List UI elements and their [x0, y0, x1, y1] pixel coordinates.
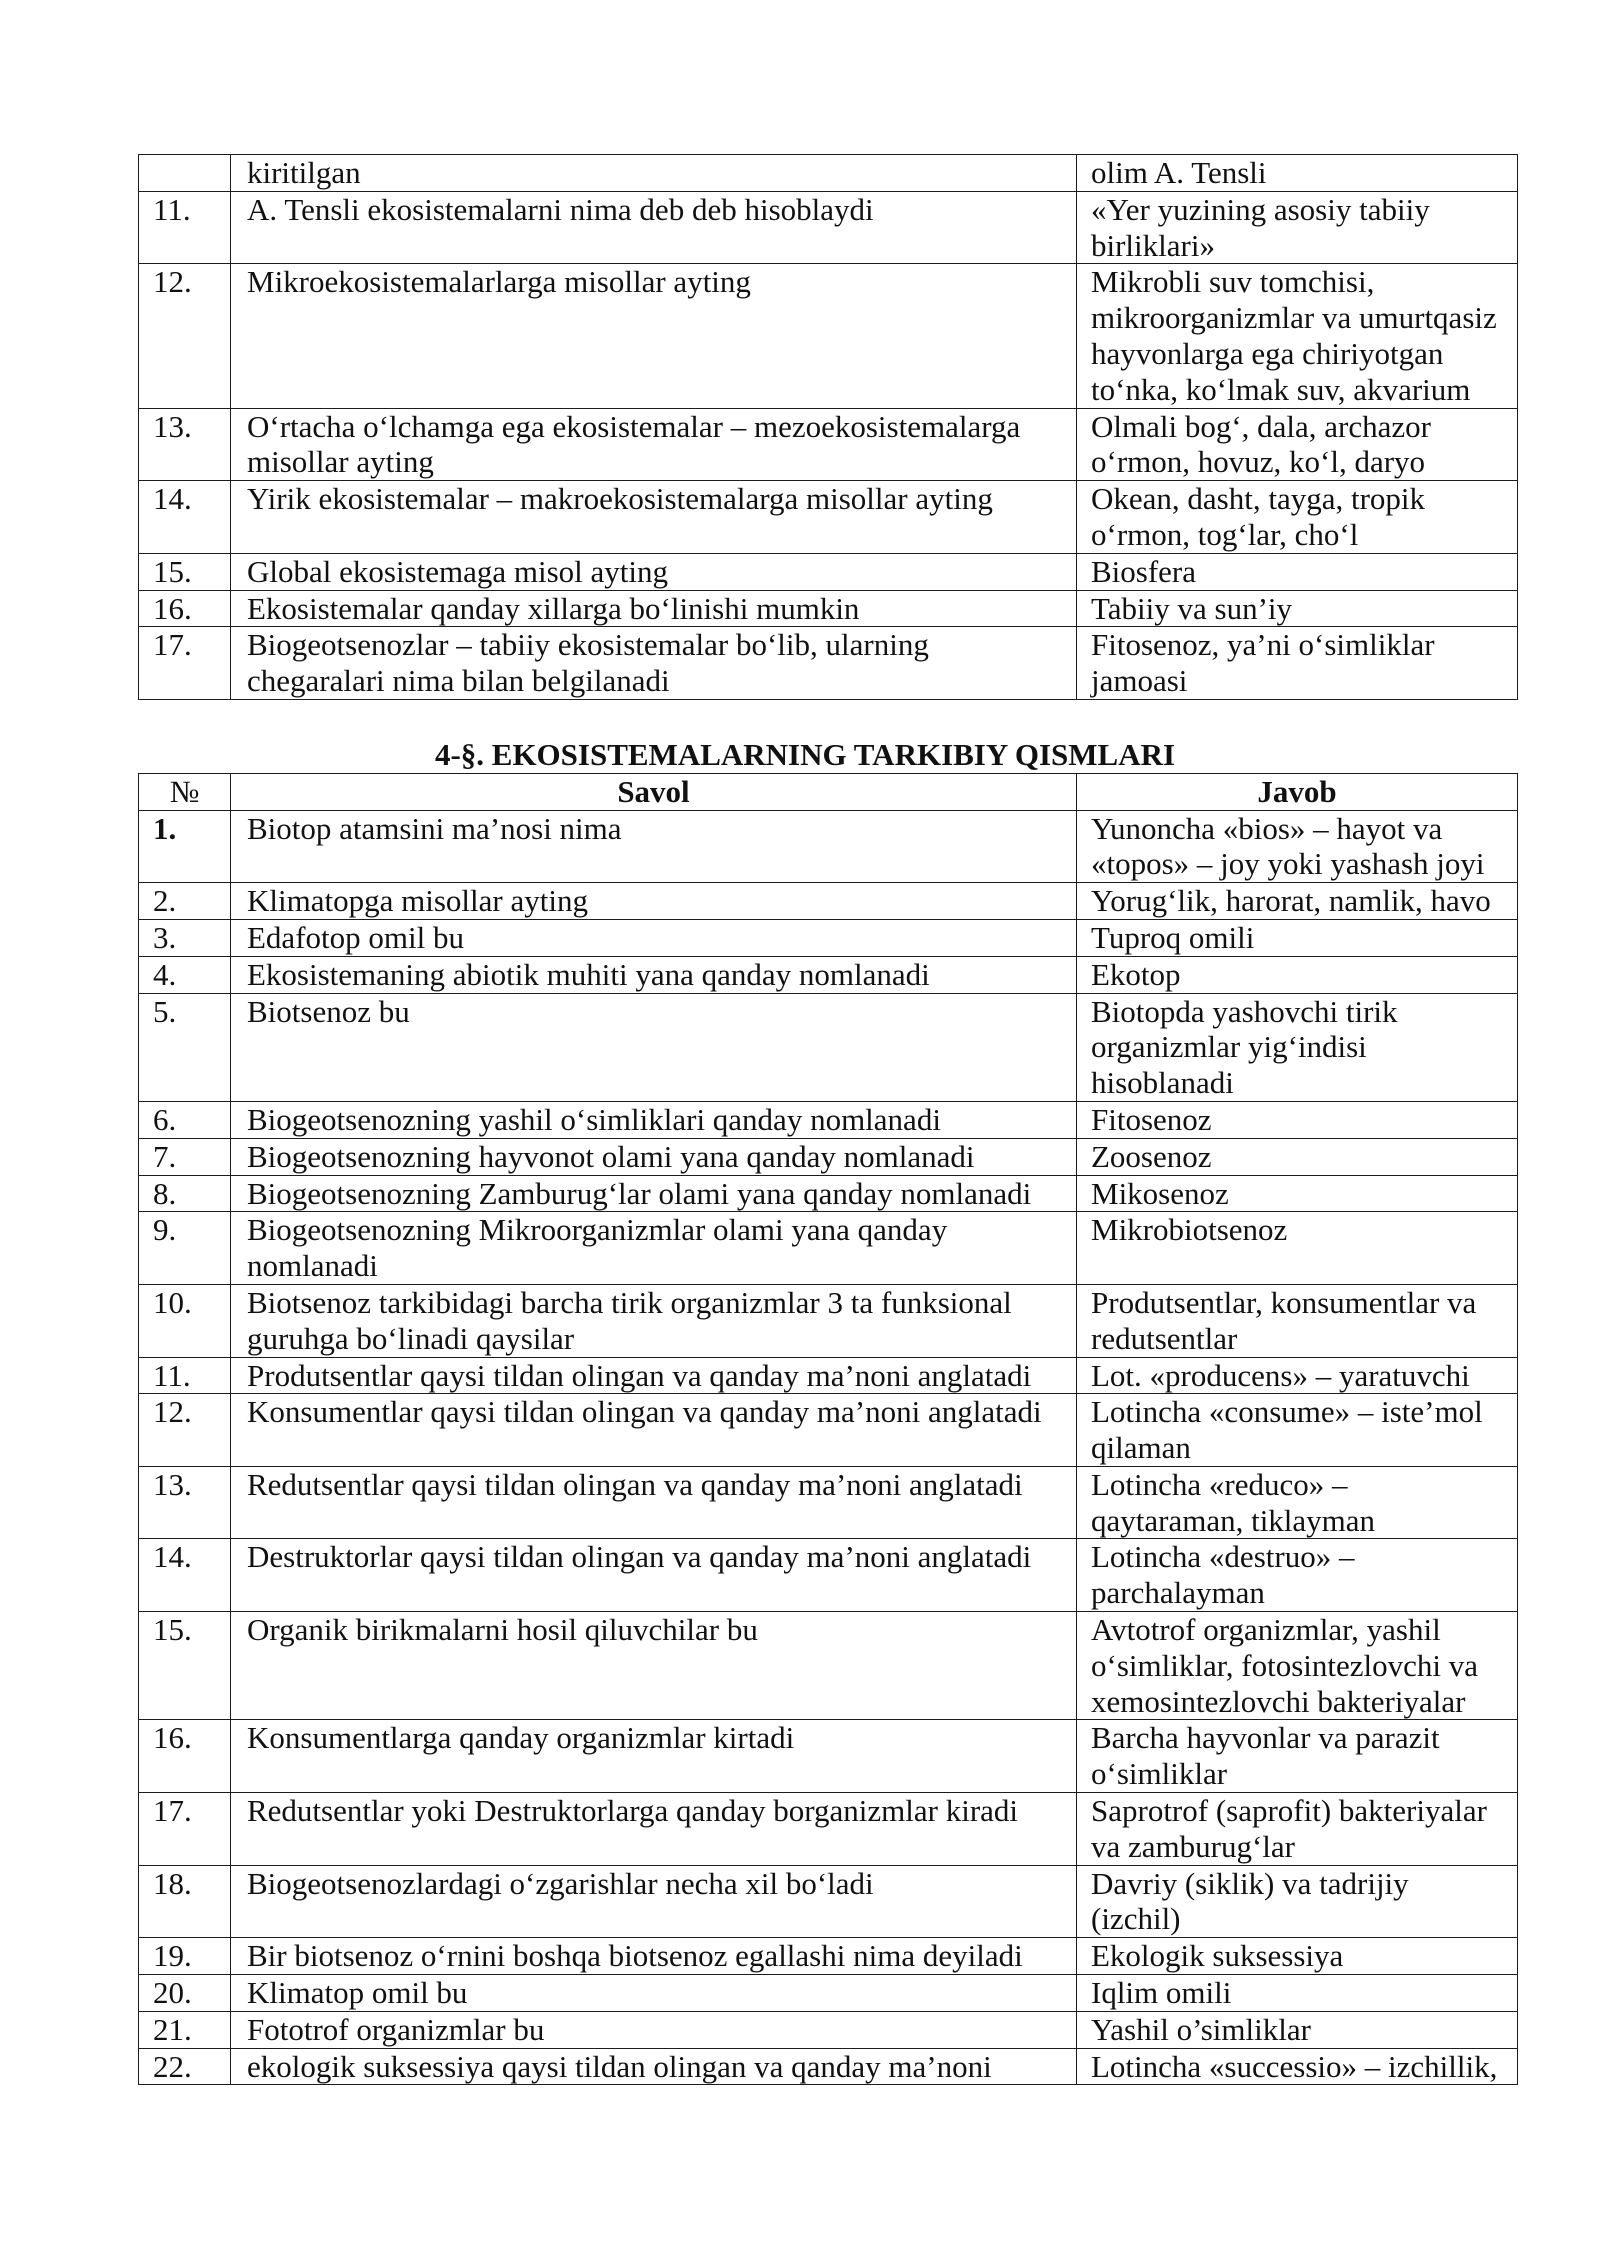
question-cell: Bir biotsenoz o‘rnini boshqa biotsenoz egallashi nima deyiladi [231, 1938, 1077, 1975]
row-number: 1. [139, 810, 231, 883]
answer-cell: «Yer yuzining asosiy tabiiy birliklari» [1077, 191, 1518, 264]
answer-cell: Fitosenoz [1077, 1101, 1518, 1138]
answer-cell: Barcha hayvonlar va parazit o‘simliklar [1077, 1720, 1518, 1793]
answer-cell: Fitosenoz, ya’ni o‘simliklar jamoasi [1077, 627, 1518, 700]
question-cell: Biogeotsenozning Mikroorganizmlar olami yana qanday nomlanadi [231, 1212, 1077, 1285]
table-row [139, 1138, 1518, 1175]
question-cell: Organik birikmalarni hosil qiluvchilar bu [231, 1612, 1077, 1720]
question-cell: Redutsentlar yoki Destruktorlarga qanday borganizmlar kiradi [231, 1793, 1077, 1866]
answer-cell: Saprotrof (saprofit) bakteriyalar va zamburug‘lar [1077, 1793, 1518, 1866]
question-cell: Biogeotsenozlardagi o‘zgarishlar necha xil bo‘ladi [231, 1865, 1077, 1938]
question-cell: Yirik ekosistemalar – makroekosistemalarga misollar ayting [231, 481, 1077, 554]
section-title: 4-§. EKOSISTEMALARNING TARKIBIY QISMLARI [434, 736, 1176, 772]
table-row [139, 1975, 1518, 2012]
table-row [139, 810, 1518, 883]
answer-cell: Produtsentlar, konsumentlar va redutsentlar [1077, 1284, 1518, 1357]
row-number: 11. [139, 191, 231, 264]
answer-cell: Zoosenoz [1077, 1138, 1518, 1175]
answer-cell: Lotincha «consume» – iste’mol qilaman [1077, 1394, 1518, 1467]
answer-cell: Davriy (siklik) va tadrijiy (izchil) [1077, 1865, 1518, 1938]
table-row [139, 956, 1518, 993]
row-number: 18. [139, 1865, 231, 1938]
row-number: 2. [139, 883, 231, 920]
question-cell: Edafotop omil bu [231, 919, 1077, 956]
table-row [139, 553, 1518, 590]
answer-cell: Biotopda yashovchi tirik organizmlar yig‘indisi hisoblanadi [1077, 993, 1518, 1101]
question-cell: Mikroekosistemalarlarga misollar ayting [231, 264, 1077, 408]
question-cell: Klimatopga misollar ayting [231, 883, 1077, 920]
answer-cell: Yashil o’simliklar [1077, 2011, 1518, 2048]
question-cell: Biotop atamsini ma’nosi nima [231, 810, 1077, 883]
table-row [139, 155, 1518, 192]
table-row [139, 408, 1518, 481]
table-row [139, 1938, 1518, 1975]
answer-cell: Ekologik suksessiya [1077, 1938, 1518, 1975]
row-number: 7. [139, 1138, 231, 1175]
table-row [139, 1284, 1518, 1357]
section-qa-table [138, 773, 1518, 2086]
header-answer: Javob [1077, 773, 1518, 810]
table-row [139, 1865, 1518, 1938]
table-row [139, 1212, 1518, 1285]
row-number: 4. [139, 956, 231, 993]
row-number: 15. [139, 1612, 231, 1720]
row-number: 17. [139, 1793, 231, 1866]
answer-cell: Mikrobli suv tomchisi, mikroorganizmlar va umurtqasiz hayvonlarga ega chiriyotgan to‘nka, ko‘lmak suv, akvarium [1077, 264, 1518, 408]
row-number: 16. [139, 1720, 231, 1793]
table-row [139, 919, 1518, 956]
row-number: 14. [139, 1539, 231, 1612]
row-number: 13. [139, 1466, 231, 1539]
table-row [139, 264, 1518, 408]
table-header-row [139, 773, 1518, 810]
answer-cell: Tabiiy va sun’iy [1077, 590, 1518, 627]
answer-cell: olim A. Tensli [1077, 155, 1518, 192]
question-cell: Biogeotsenozning hayvonot olami yana qanday nomlanadi [231, 1138, 1077, 1175]
row-number: 16. [139, 590, 231, 627]
answer-cell: Olmali bog‘, dala, archazor o‘rmon, hovuz, ko‘l, daryo [1077, 408, 1518, 481]
table-row [139, 2048, 1518, 2085]
question-cell: Biotsenoz tarkibidagi barcha tirik organizmlar 3 ta funksional guruhga bo‘linadi qaysilar [231, 1284, 1077, 1357]
row-number: 19. [139, 1938, 231, 1975]
answer-cell: Lotincha «successio» – izchillik, [1077, 2048, 1518, 2085]
row-number: 11. [139, 1357, 231, 1394]
row-number: 12. [139, 264, 231, 408]
table-row [139, 627, 1518, 700]
row-number: 6. [139, 1101, 231, 1138]
question-cell: Biogeotsenozning Zamburug‘lar olami yana qanday nomlanadi [231, 1175, 1077, 1212]
table-row [139, 2011, 1518, 2048]
row-number: 5. [139, 993, 231, 1101]
question-cell: Fototrof organizmlar bu [231, 2011, 1077, 2048]
question-cell: Biogeotsenozning yashil o‘simliklari qanday nomlanadi [231, 1101, 1077, 1138]
question-cell: Ekosistemalar qanday xillarga bo‘linishi mumkin [231, 590, 1077, 627]
question-cell: A. Tensli ekosistemalarni nima deb deb hisoblaydi [231, 191, 1077, 264]
answer-cell: Okean, dasht, tayga, tropik o‘rmon, tog‘lar, cho‘l [1077, 481, 1518, 554]
question-cell: kiritilgan [231, 155, 1077, 192]
question-cell: Biogeotsenozlar – tabiiy ekosistemalar bo‘lib, ularning chegaralari nima bilan belgilanadi [231, 627, 1077, 700]
table-row [139, 1612, 1518, 1720]
answer-cell: Lotincha «destruo» – parchalayman [1077, 1539, 1518, 1612]
answer-cell: Biosfera [1077, 553, 1518, 590]
row-number: 21. [139, 2011, 231, 2048]
answer-cell: Tuproq omili [1077, 919, 1518, 956]
row-number: 9. [139, 1212, 231, 1285]
table-row [139, 1357, 1518, 1394]
row-number: 3. [139, 919, 231, 956]
row-number: 17. [139, 627, 231, 700]
row-number: 10. [139, 1284, 231, 1357]
document-page [138, 154, 1517, 2085]
table-row [139, 1793, 1518, 1866]
header-number: № [139, 773, 231, 810]
question-cell: Biotsenoz bu [231, 993, 1077, 1101]
table-row [139, 590, 1518, 627]
table-row [139, 481, 1518, 554]
question-cell: Redutsentlar qaysi tildan olingan va qanday ma’noni anglatadi [231, 1466, 1077, 1539]
table-row [139, 191, 1518, 264]
answer-cell: Mikosenoz [1077, 1175, 1518, 1212]
row-number: 13. [139, 408, 231, 481]
row-number: 12. [139, 1394, 231, 1467]
row-number: 20. [139, 1975, 231, 2012]
answer-cell: Lotincha «reduco» – qaytaraman, tiklayman [1077, 1466, 1518, 1539]
answer-cell: Ekotop [1077, 956, 1518, 993]
question-cell: Produtsentlar qaysi tildan olingan va qanday ma’noni anglatadi [231, 1357, 1077, 1394]
row-number: 8. [139, 1175, 231, 1212]
table-row [139, 1466, 1518, 1539]
header-question: Savol [231, 773, 1077, 810]
question-cell: Global ekosistemaga misol ayting [231, 553, 1077, 590]
row-number [139, 155, 231, 192]
row-number: 14. [139, 481, 231, 554]
question-cell: Ekosistemaning abiotik muhiti yana qanday nomlanadi [231, 956, 1077, 993]
table-row [139, 1175, 1518, 1212]
table-row [139, 1394, 1518, 1467]
question-cell: O‘rtacha o‘lchamga ega ekosistemalar – mezoekosistemalarga misollar ayting [231, 408, 1077, 481]
answer-cell: Iqlim omili [1077, 1975, 1518, 2012]
answer-cell: Mikrobiotsenoz [1077, 1212, 1518, 1285]
table-row [139, 1101, 1518, 1138]
answer-cell: Yorug‘lik, harorat, namlik, havo [1077, 883, 1518, 920]
table-row [139, 883, 1518, 920]
continued-qa-table [138, 154, 1518, 700]
table-row [139, 1720, 1518, 1793]
answer-cell: Avtotrof organizmlar, yashil o‘simliklar, fotosintezlovchi va xemosintezlovchi bakteriyalar [1077, 1612, 1518, 1720]
answer-cell: Lot. «producens» – yaratuvchi [1077, 1357, 1518, 1394]
question-cell: Konsumentlarga qanday organizmlar kirtadi [231, 1720, 1077, 1793]
question-cell: ekologik suksessiya qaysi tildan olingan va qanday ma’noni [231, 2048, 1077, 2085]
row-number: 15. [139, 553, 231, 590]
question-cell: Konsumentlar qaysi tildan olingan va qanday ma’noni anglatadi [231, 1394, 1077, 1467]
table-row [139, 993, 1518, 1101]
row-number: 22. [139, 2048, 231, 2085]
question-cell: Klimatop omil bu [231, 1975, 1077, 2012]
table-row [139, 1539, 1518, 1612]
answer-cell: Yunoncha «bios» – hayot va «topos» – joy yoki yashash joyi [1077, 810, 1518, 883]
question-cell: Destruktorlar qaysi tildan olingan va qanday ma’noni anglatadi [231, 1539, 1077, 1612]
